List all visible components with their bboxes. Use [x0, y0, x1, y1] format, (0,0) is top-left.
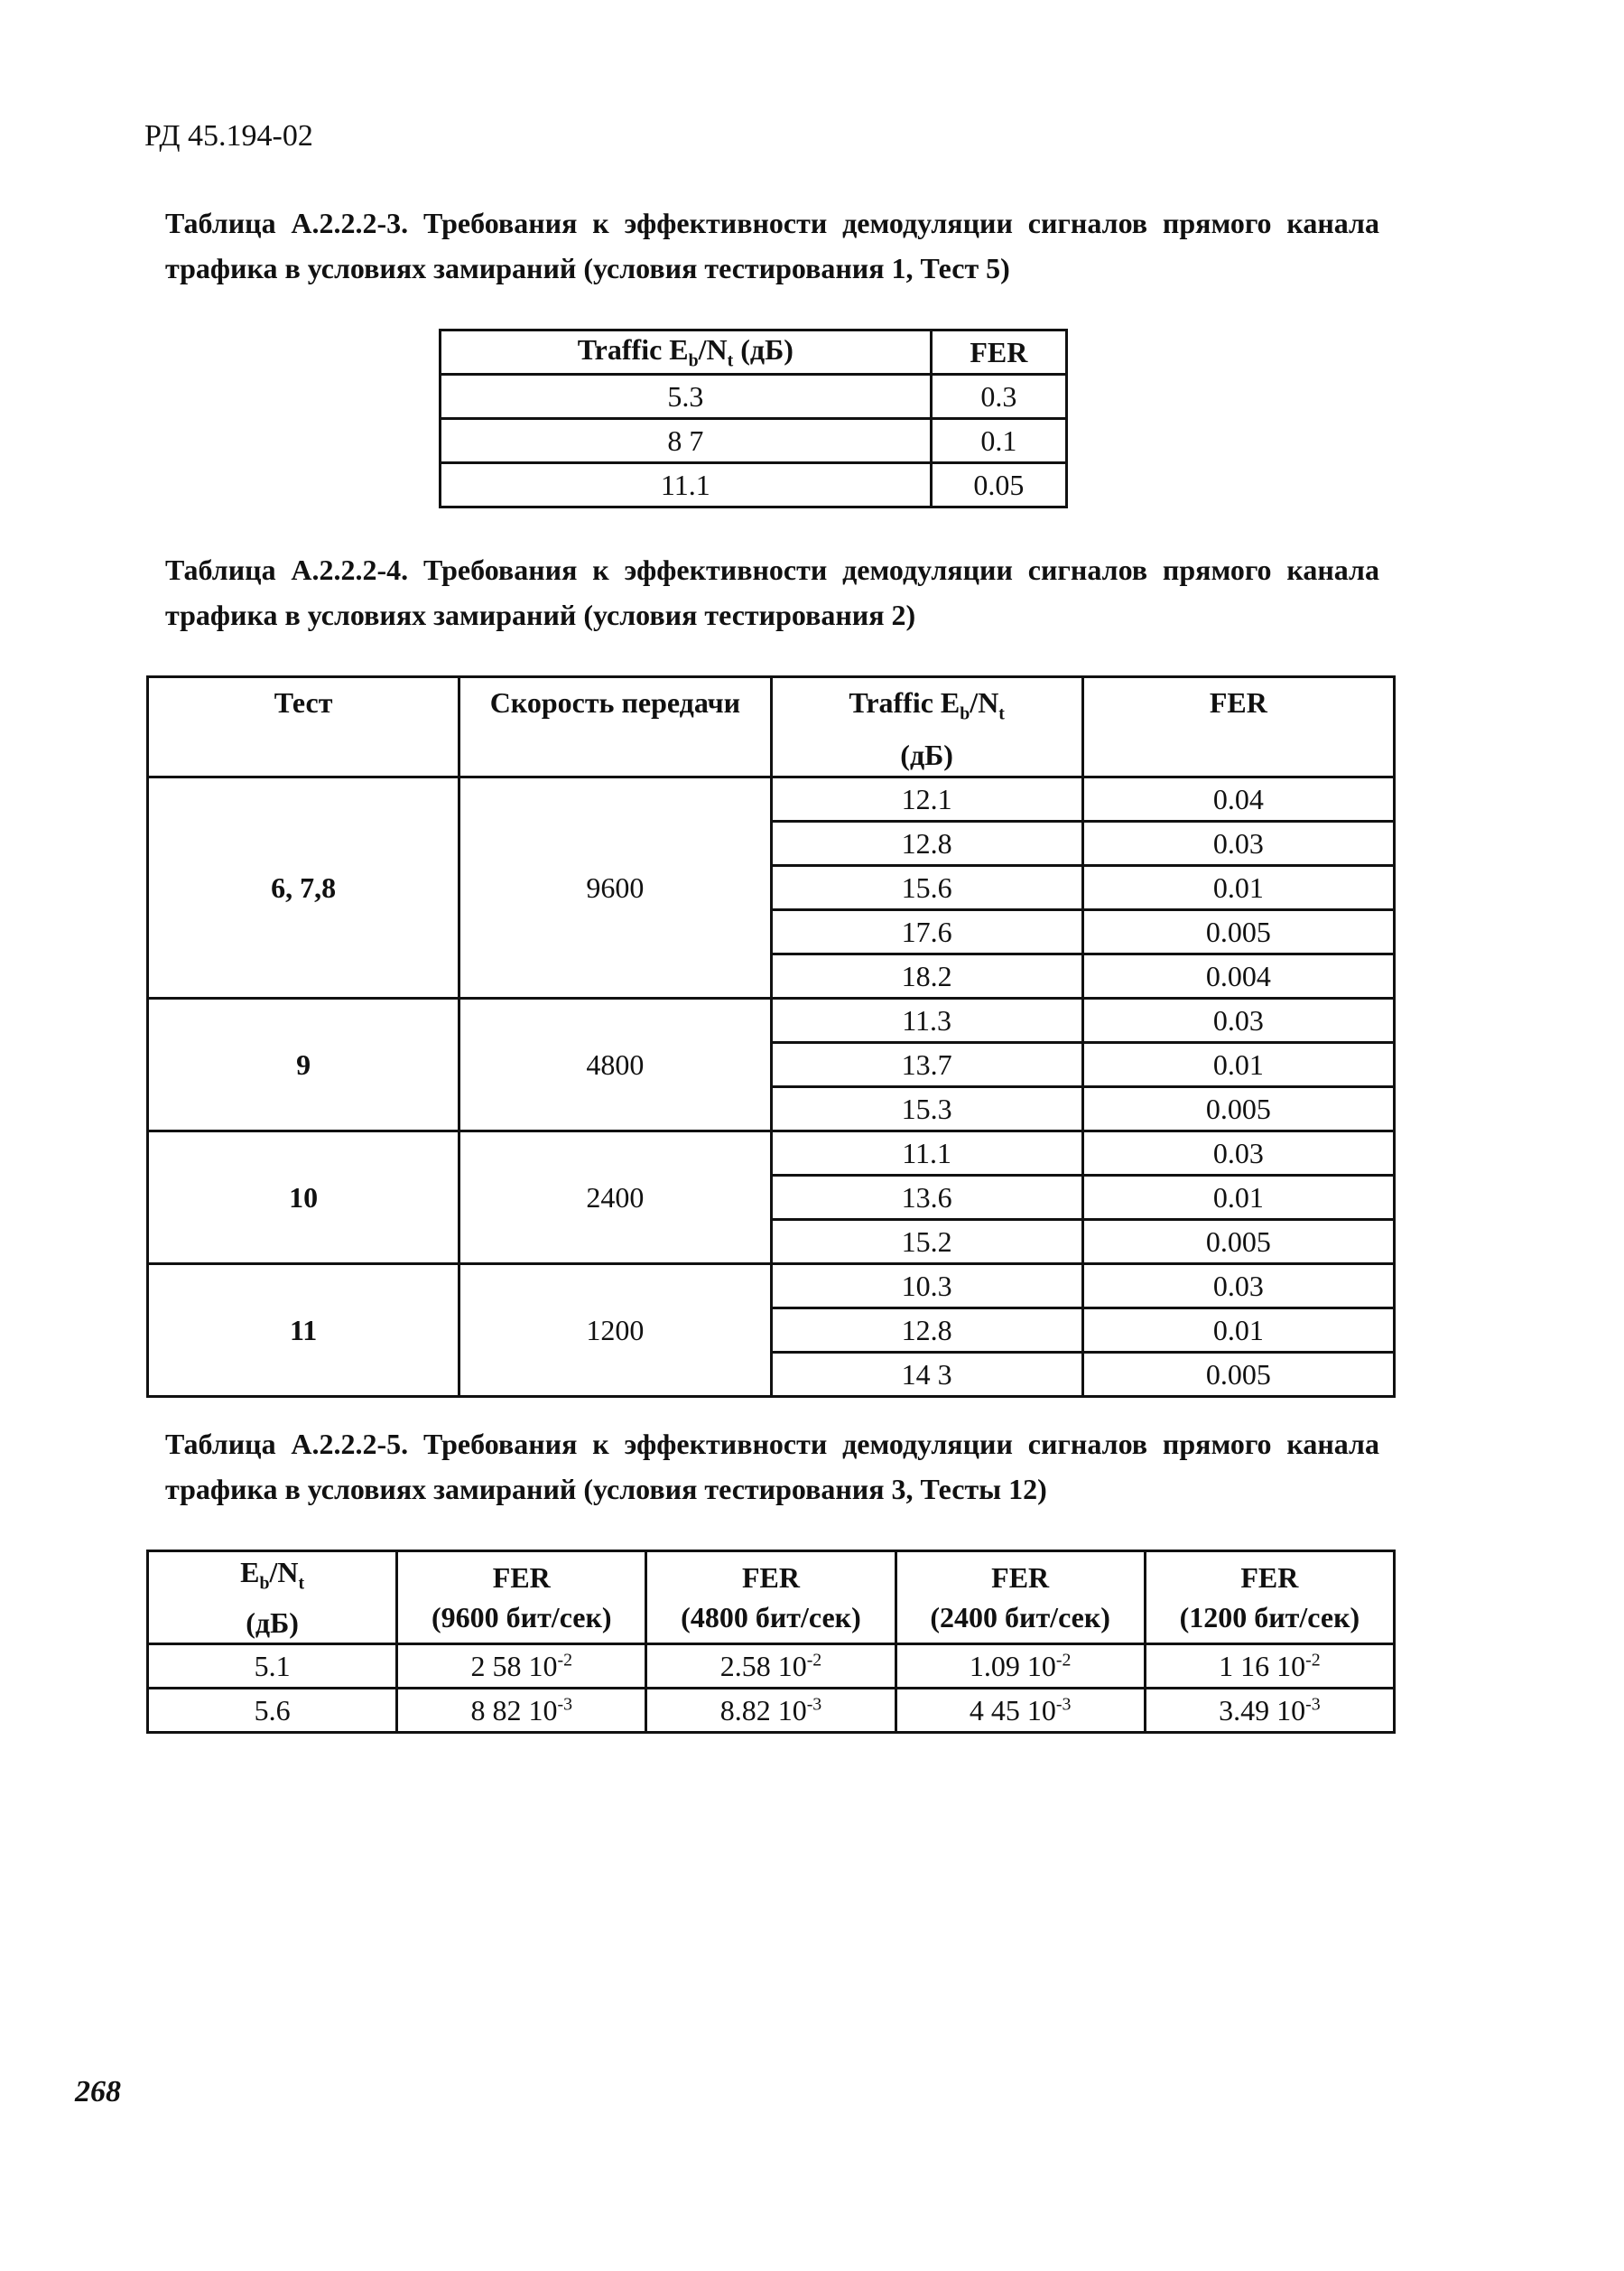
table-row: 5.1 2 58 $10^{-2}$ 2.58 $10^{-2}$ 1.09 $10^{-2}$ 1 16 $10^{-2}$	[148, 1644, 1395, 1689]
table4-col-fer: FER	[1082, 677, 1394, 777]
table5-header-row	[148, 1551, 1395, 1644]
table-row: 11.1 0.05	[441, 463, 1067, 507]
table4-caption: Таблица А.2.2.2-4. Требования к эффективности демодуляции сигналов прямого канала трафика в условиях замираний (условия тестирования 2)	[165, 554, 1379, 631]
table-row: 10 2400 11.1 0.03	[148, 1131, 1395, 1176]
rate-cell: 2400	[459, 1131, 771, 1264]
table5-caption: Таблица А.2.2.2-5. Требования к эффективности демодуляции сигналов прямого канала трафика в условиях замираний (условия тестирования 3, Тесты 12)	[165, 1428, 1379, 1505]
table3-header-row	[441, 330, 1067, 375]
table-row: 18.2 0.004	[148, 954, 1395, 999]
test-cell: 11	[148, 1264, 459, 1397]
table-row: 14 3 0.005	[148, 1353, 1395, 1397]
table-row: 5.3 0.3	[441, 375, 1067, 419]
table4-col-ebnt: Traffic $E_b/N_t$ (дБ)	[771, 677, 1082, 777]
table-row: 17.6 0.005	[148, 910, 1395, 954]
table-row: 6, 7,8 9600 12.1 0.04	[148, 777, 1395, 822]
table-row: 8 7 0.1	[441, 419, 1067, 463]
table3	[439, 329, 1068, 508]
table4-col-test: Тест	[148, 677, 459, 777]
table5-col-fer-2400: FER (2400 бит/сек)	[896, 1551, 1145, 1644]
rate-cell: 4800	[459, 999, 771, 1131]
table-row: 15.2 0.005	[148, 1220, 1395, 1264]
test-cell: 6, 7,8	[148, 777, 459, 999]
rate-cell: 9600	[459, 777, 771, 999]
table-row: 5.6 8 82 $10^{-3}$ 8.82 $10^{-3}$ 4 45 $10^{-3}$ 3.49 $10^{-3}$	[148, 1689, 1395, 1733]
table-row: 12.8 0.03	[148, 822, 1395, 866]
table5-col-fer-4800: FER (4800 бит/сек)	[646, 1551, 896, 1644]
page-number: 268	[75, 2075, 121, 2108]
test-cell: 10	[148, 1131, 459, 1264]
table5	[146, 1550, 1396, 1734]
table-row: 13.7 0.01	[148, 1043, 1395, 1087]
table4-header-row	[148, 677, 1395, 777]
table4	[146, 675, 1396, 1398]
table5-col-fer-1200: FER (1200 бит/сек)	[1145, 1551, 1394, 1644]
table-row: 13.6 0.01	[148, 1176, 1395, 1220]
document-code: РД 45.194-02	[144, 119, 313, 153]
table-row: 15.6 0.01	[148, 866, 1395, 910]
test-cell: 9	[148, 999, 459, 1131]
table-row: 11 1200 10.3 0.03	[148, 1264, 1395, 1308]
table-row: 15.3 0.005	[148, 1087, 1395, 1131]
table5-col-fer-9600: FER (9600 бит/сек)	[397, 1551, 646, 1644]
table5-col-ebnt: $E_b/N_t$ (дБ)	[148, 1551, 397, 1644]
table-row: 12.8 0.01	[148, 1308, 1395, 1353]
table3-col-fer: FER	[931, 330, 1066, 375]
table4-col-rate: Скорость передачи	[459, 677, 771, 777]
table-row: 9 4800 11.3 0.03	[148, 999, 1395, 1043]
table3-col-ebnt: Traffic $E_b/N_t$ (дБ)	[441, 330, 932, 375]
rate-cell: 1200	[459, 1264, 771, 1397]
table3-caption: Таблица А.2.2.2-3. Требования к эффективности демодуляции сигналов прямого канала трафика в условиях замираний (условия тестирования 1, Тест 5)	[165, 207, 1379, 284]
